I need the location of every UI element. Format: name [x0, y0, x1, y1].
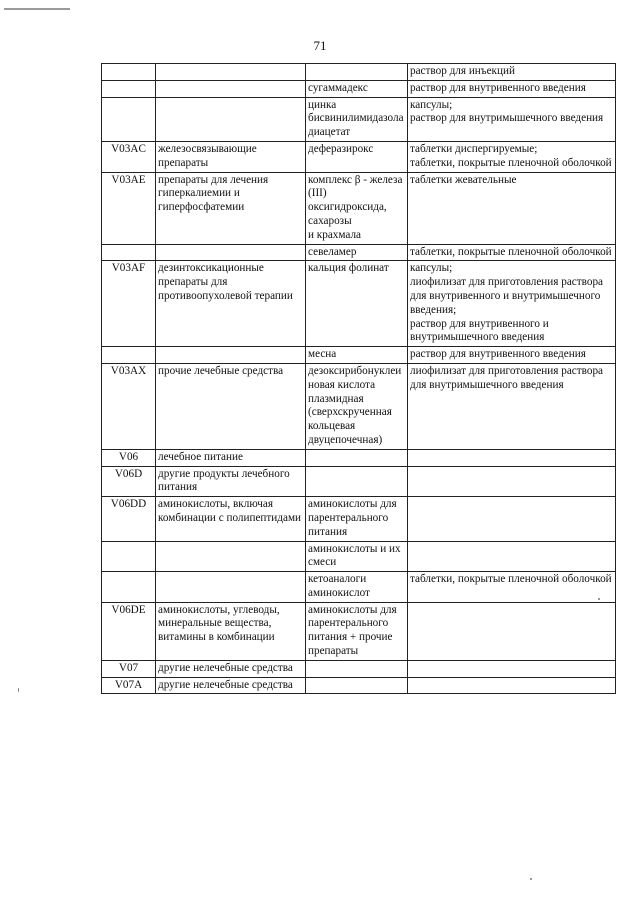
scan-artifact-line: [4, 8, 70, 10]
page-number: 71: [313, 38, 327, 53]
dosage-form-cell: таблетки, покрытые пленочной оболочкой: [408, 572, 616, 603]
table-row: [102, 244, 616, 261]
drug-name-cell: [306, 660, 408, 677]
group-cell: аминокислоты, углеводы, минеральные вещества, витамины в комбинации: [156, 602, 306, 660]
group-cell: [156, 347, 306, 364]
group-cell: [156, 244, 306, 261]
atc-code-cell: V07A: [102, 677, 156, 694]
dosage-form-cell: [408, 449, 616, 466]
table-row: [102, 602, 616, 660]
table-body: [102, 64, 616, 694]
dosage-form-cell: [408, 602, 616, 660]
atc-code-cell: [102, 572, 156, 603]
atc-code-cell: V03AC: [102, 141, 156, 172]
table-row: [102, 261, 616, 347]
atc-code-cell: V06D: [102, 466, 156, 497]
table-row: [102, 497, 616, 541]
table-row: [102, 80, 616, 97]
atc-code-cell: V03AF: [102, 261, 156, 347]
dosage-form-cell: таблетки диспергируемые; таблетки, покрытые пленочной оболочкой: [408, 141, 616, 172]
dosage-form-cell: таблетки, покрытые пленочной оболочкой: [408, 244, 616, 261]
group-cell: другие продукты лечебного питания: [156, 466, 306, 497]
atc-code-cell: [102, 97, 156, 141]
table-row: [102, 466, 616, 497]
drug-name-cell: [306, 64, 408, 81]
dosage-form-cell: таблетки жевательные: [408, 172, 616, 244]
drug-name-cell: сугаммадекс: [306, 80, 408, 97]
group-cell: железосвязывающие препараты: [156, 141, 306, 172]
drug-name-cell: [306, 677, 408, 694]
dosage-form-cell: капсулы; лиофилизат для приготовления раствора для внутривенного и внутримышечного введения; раствор для внутривенного и внутримышечного введения: [408, 261, 616, 347]
dosage-form-cell: [408, 677, 616, 694]
group-cell: лечебное питание: [156, 449, 306, 466]
atc-code-cell: [102, 244, 156, 261]
group-cell: [156, 97, 306, 141]
table-row: [102, 172, 616, 244]
group-cell: [156, 80, 306, 97]
drug-name-cell: цинка бисвинилимидазола диацетат: [306, 97, 408, 141]
group-cell: дезинтоксикационные препараты для противоопухолевой терапии: [156, 261, 306, 347]
atc-code-cell: V03AX: [102, 363, 156, 449]
group-cell: прочие лечебные средства: [156, 363, 306, 449]
atc-code-cell: V06DD: [102, 497, 156, 541]
table-row: [102, 141, 616, 172]
dosage-form-cell: раствор для внутривенного введения: [408, 80, 616, 97]
table-row: [102, 541, 616, 572]
dosage-form-cell: [408, 541, 616, 572]
group-cell: другие нелечебные средства: [156, 677, 306, 694]
drug-name-cell: [306, 466, 408, 497]
atc-code-cell: V07: [102, 660, 156, 677]
drug-name-cell: [306, 449, 408, 466]
dosage-form-cell: раствор для инъекций: [408, 64, 616, 81]
group-cell: [156, 572, 306, 603]
dosage-form-cell: лиофилизат для приготовления раствора для внутримышечного введения: [408, 363, 616, 449]
atc-code-cell: [102, 347, 156, 364]
table-row: [102, 97, 616, 141]
dosage-form-cell: [408, 497, 616, 541]
group-cell: [156, 64, 306, 81]
drug-name-cell: кальция фолинат: [306, 261, 408, 347]
atc-code-cell: V06DE: [102, 602, 156, 660]
table-row: [102, 677, 616, 694]
atc-code-cell: V06: [102, 449, 156, 466]
table-row: [102, 449, 616, 466]
table-row: [102, 363, 616, 449]
dosage-form-cell: раствор для внутривенного введения: [408, 347, 616, 364]
atc-code-cell: [102, 541, 156, 572]
drug-name-cell: аминокислоты и их смеси: [306, 541, 408, 572]
table-row: [102, 572, 616, 603]
group-cell: препараты для лечения гиперкалиемии и гиперфосфатемии: [156, 172, 306, 244]
dosage-form-cell: капсулы; раствор для внутримышечного введения: [408, 97, 616, 141]
drug-name-cell: аминокислоты для парентерального питания + прочие препараты: [306, 602, 408, 660]
table-row: [102, 660, 616, 677]
scan-speck: [18, 688, 19, 692]
atc-code-cell: [102, 64, 156, 81]
table-row: [102, 64, 616, 81]
dosage-form-cell: [408, 466, 616, 497]
group-cell: [156, 541, 306, 572]
drug-name-cell: деферазирокс: [306, 141, 408, 172]
group-cell: аминокислоты, включая комбинации с полипептидами: [156, 497, 306, 541]
drug-list-table: [101, 63, 616, 694]
drug-name-cell: месна: [306, 347, 408, 364]
drug-name-cell: кетоаналоги аминокислот: [306, 572, 408, 603]
atc-code-cell: [102, 80, 156, 97]
group-cell: другие нелечебные средства: [156, 660, 306, 677]
drug-name-cell: дезоксирибонуклеиновая кислота плазмидная (сверхскрученная кольцевая двуцепочечная): [306, 363, 408, 449]
scan-speck: [530, 878, 532, 880]
drug-name-cell: комплекс β - железа (III) оксигидроксида, сахарозы и крахмала: [306, 172, 408, 244]
table-row: [102, 347, 616, 364]
atc-code-cell: V03AE: [102, 172, 156, 244]
drug-name-cell: аминокислоты для парентерального питания: [306, 497, 408, 541]
drug-name-cell: севеламер: [306, 244, 408, 261]
dosage-form-cell: [408, 660, 616, 677]
